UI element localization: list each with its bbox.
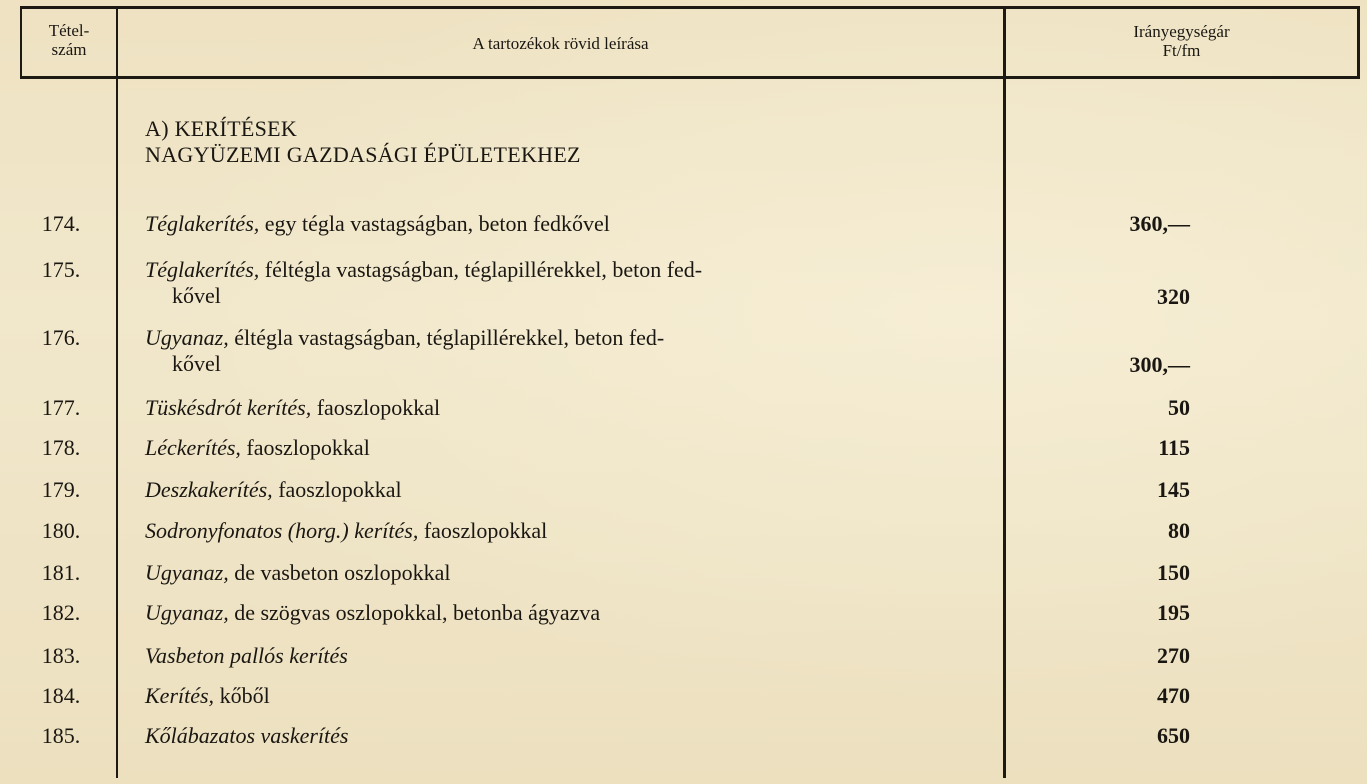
item-description-line [145,435,370,460]
section-title-line2: NAGYÜZEMI GAZDASÁGI ÉPÜLETEKHEZ [145,142,581,167]
item-description [145,600,980,626]
item-price: 195 [1157,600,1190,625]
item-price: 115 [1158,435,1190,460]
item-name: Sodronyfonatos (horg.) kerítés, [145,518,419,543]
item-description-line [145,518,547,543]
item-description [145,683,980,709]
item-description-line [145,723,349,748]
item-description [145,477,980,503]
item-description [145,435,980,461]
item-name: Léckerítés, [145,435,241,460]
item-price: 360,— [1129,211,1190,236]
item-price: 650 [1157,723,1190,748]
header-description: A tartozékok rövid leírása [472,34,649,53]
item-detail: éltégla vastagságban, téglapillérekkel, beton fed- [228,325,665,350]
item-description [145,211,980,237]
item-number: 181. [41,560,81,585]
item-price: 270 [1157,643,1190,668]
item-description-line [145,395,440,420]
item-price: 145 [1157,477,1190,502]
item-description-line [145,211,610,236]
item-name: Vasbeton pallós kerítés [145,643,348,668]
item-description [145,560,980,586]
item-price: 150 [1157,560,1190,585]
header-item-number [22,21,116,59]
item-name: Tüskésdrót kerítés, [145,395,312,420]
item-price: 50 [1168,395,1190,420]
item-name: Téglakerítés, [145,257,260,282]
item-number: 175. [41,257,81,282]
item-number: 176. [41,325,81,350]
item-detail: de szögvas oszlopokkal, betonba ágyazva [228,600,601,625]
item-description-line [145,683,270,708]
item-number: 180. [41,518,81,543]
header-item-number-line1: Tétel- [48,21,90,40]
item-name: Kőlábazatos vaskerítés [145,723,349,748]
item-description-line [145,560,451,585]
item-detail: faoszlopokkal [311,395,441,420]
item-detail: faoszlopokkal [418,518,548,543]
item-price: 320 [1157,284,1190,309]
section-title [145,116,581,168]
column-divider-1 [116,6,118,778]
item-number: 174. [41,211,81,236]
item-description [145,723,980,749]
item-number: 184. [41,683,81,708]
item-name: Ugyanaz, [145,600,229,625]
table-right-border [1357,6,1360,79]
item-description [145,395,980,421]
header-unit-price-line2: Ft/fm [1162,41,1201,60]
header-bottom-border [20,76,1360,79]
item-detail: faoszlopokkal [240,435,370,460]
item-description-line [145,643,348,668]
table-top-border [20,6,1360,9]
item-description [145,643,980,669]
item-number: 182. [41,600,81,625]
item-name: Ugyanaz, [145,560,229,585]
item-detail: faoszlopokkal [272,477,402,502]
item-detail: kőből [214,683,270,708]
item-price: 80 [1168,518,1190,543]
item-description [145,325,980,377]
item-number: 179. [41,477,81,502]
item-name: Kerítés, [145,683,215,708]
item-description [145,257,980,309]
item-detail: egy tégla vastagságban, beton fedkővel [259,211,610,236]
header-item-number-line2: szám [51,40,87,59]
column-divider-2 [1003,6,1006,778]
item-number: 178. [41,435,81,460]
item-detail-continuation: kővel [172,351,221,376]
item-description [145,518,980,544]
item-number: 183. [41,643,81,668]
item-number: 177. [41,395,81,420]
item-name: Téglakerítés, [145,211,260,236]
item-description-line [145,325,664,350]
item-detail-continuation: kővel [172,283,221,308]
header-unit-price [1006,22,1357,60]
item-description-line [145,600,600,625]
item-detail: de vasbeton oszlopokkal [228,560,451,585]
item-price: 470 [1157,683,1190,708]
item-name: Deszkakerítés, [145,477,273,502]
item-description-line [145,257,702,282]
item-description-line [145,477,402,502]
item-price: 300,— [1129,352,1190,377]
item-detail: féltégla vastagságban, téglapillérekkel, beton fed- [259,257,703,282]
item-number: 185. [41,723,81,748]
item-name: Ugyanaz, [145,325,229,350]
section-title-line1: A) KERÍTÉSEK [145,116,298,141]
header-unit-price-line1: Irányegységár [1133,22,1230,41]
